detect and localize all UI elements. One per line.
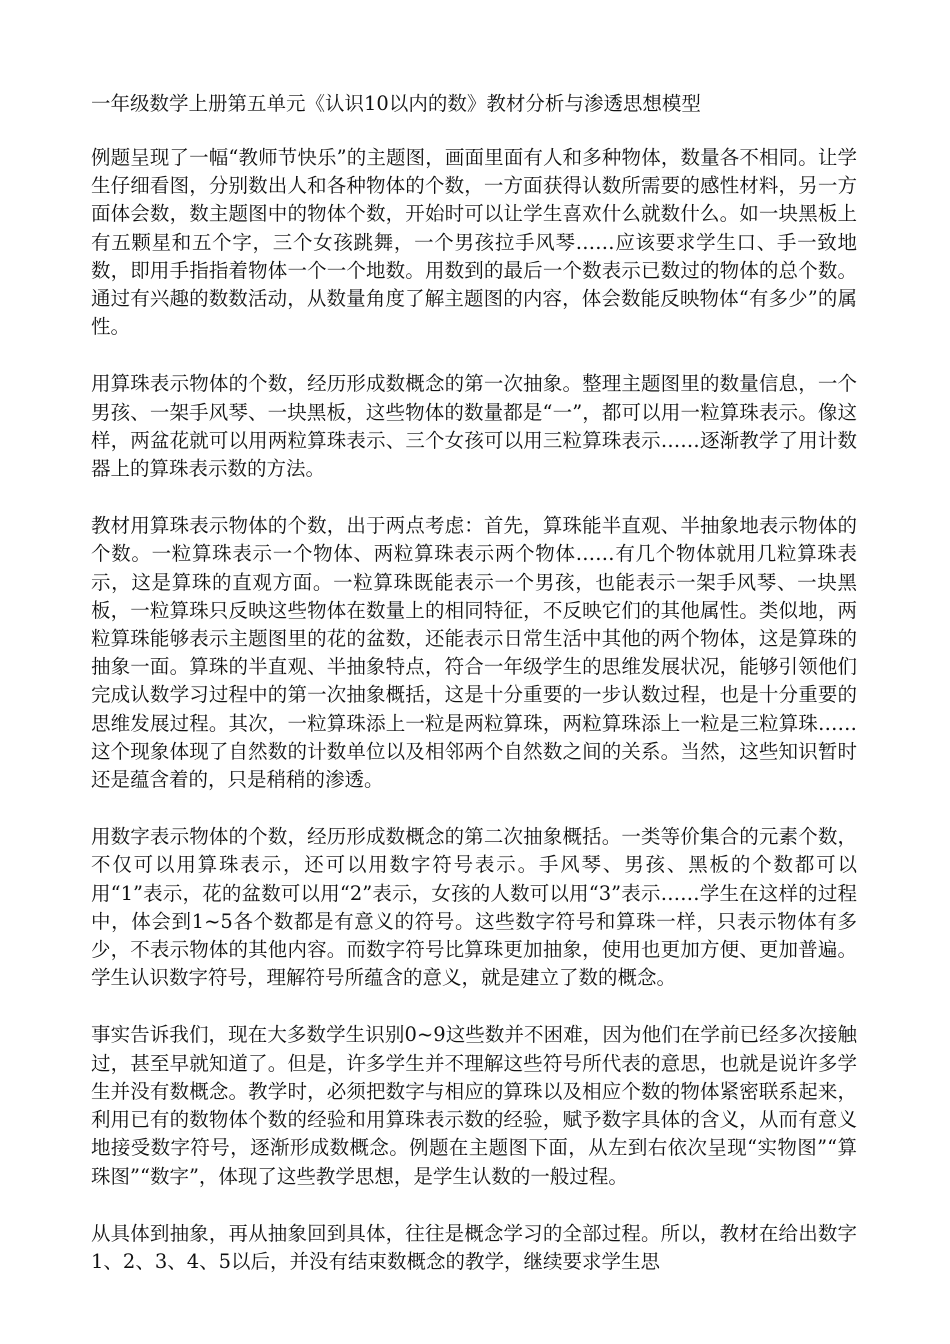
paragraph-bead-reasons: 教材用算珠表示物体的个数，出于两点考虑：首先，算珠能半直观、半抽象地表示物体的个数。一粒算珠表示一个物体、两粒算珠表示两个物体……有几个物体就用几粒算珠表示，这是算珠的直观方面。一粒算珠既能表示一个男孩，也能表示一架手风琴、一块黑板，一粒算珠只反映这些物体在数量上的相同特征，不反映它们的其他属性。类似地，两粒算珠能够表示主题图里的花的盆数，还能表示日常生活中其他的两个物体，这是算珠的抽象一面。算珠的半直观、半抽象特点，符合一年级学生的思维发展状况，能够引领他们完成认数学习过程中的第一次抽象概括，这是十分重要的一步认数过程，也是十分重要的思维发展过程。其次，一粒算珠添上一粒是两粒算珠，两粒算珠添上一粒是三粒算珠……这个现象体现了自然数的计数单位以及相邻两个自然数之间的关系。当然，这些知识暂时还是蕴含着的，只是稍稍的渗透。 — [91, 514, 857, 792]
paragraph-second-abstraction: 用数字表示物体的个数，经历形成数概念的第二次抽象概括。一类等价集合的元素个数，不仅可以用算珠表示，还可以用数字符号表示。手风琴、男孩、黑板的个数都可以用“1”表示，花的盆数可以用“2”表示，女孩的人数可以用“3”表示……学生在这样的过程中，体会到1~5各个数都是有意义的符号。这些数字符号和算珠一样，只表示物体有多少，不表示物体的其他内容。而数字符号比算珠更加抽象，使用也更加方便、更加普遍。学生认识数字符号，理解符号所蕴含的意义，就是建立了数的概念。 — [91, 825, 857, 990]
paragraph-theme-picture: 例题呈现了一幅“教师节快乐”的主题图，画面里面有人和多种物体，数量各不相同。让学生仔细看图，分别数出人和各种物体的个数，一方面获得认数所需要的感性材料，另一方面体会数，数主题图中的物体个数，开始时可以让学生喜欢什么就数什么。如一块黑板上有五颗星和五个字，三个女孩跳舞，一个男孩拉手风琴……应该要求学生口、手一致地数，即用手指指着物体一个一个地数。用数到的最后一个数表示已数过的物体的总个数。通过有兴趣的数数活动，从数量角度了解主题图的内容，体会数能反映物体“有多少”的属性。 — [91, 146, 857, 339]
paragraph-first-abstraction: 用算珠表示物体的个数，经历形成数概念的第一次抽象。整理主题图里的数量信息，一个男孩、一架手风琴、一块黑板，这些物体的数量都是“一”，都可以用一粒算珠表示。像这样，两盆花就可以用两粒算珠表示、三个女孩可以用三粒算珠表示……逐渐教学了用计数器上的算珠表示数的方法。 — [91, 372, 857, 481]
document-title: 一年级数学上册第五单元《认识10以内的数》教材分析与渗透思想模型 — [91, 92, 701, 115]
paragraph-concrete-to-abstract: 从具体到抽象，再从抽象回到具体，往往是概念学习的全部过程。所以，教材在给出数字1、2、3、4、5以后，并没有结束数概念的教学，继续要求学生思 — [91, 1221, 857, 1273]
paragraph-teaching-practice: 事实告诉我们，现在大多数学生识别0~9这些数并不困难，因为他们在学前已经多次接触过，甚至早就知道了。但是，许多学生并不理解这些符号所代表的意思，也就是说许多学生并没有数概念。教学时，必须把数字与相应的算珠以及相应个数的物体紧密联系起来，利用已有的数物体个数的经验和用算珠表示数的经验，赋予数字具体的含义，从而有意义地接受数字符号，逐渐形成数概念。例题在主题图下面，从左到右依次呈现“实物图”“算珠图”“数字”，体现了这些教学思想，是学生认数的一般过程。 — [91, 1023, 857, 1188]
document-page — [91, 88, 857, 1305]
